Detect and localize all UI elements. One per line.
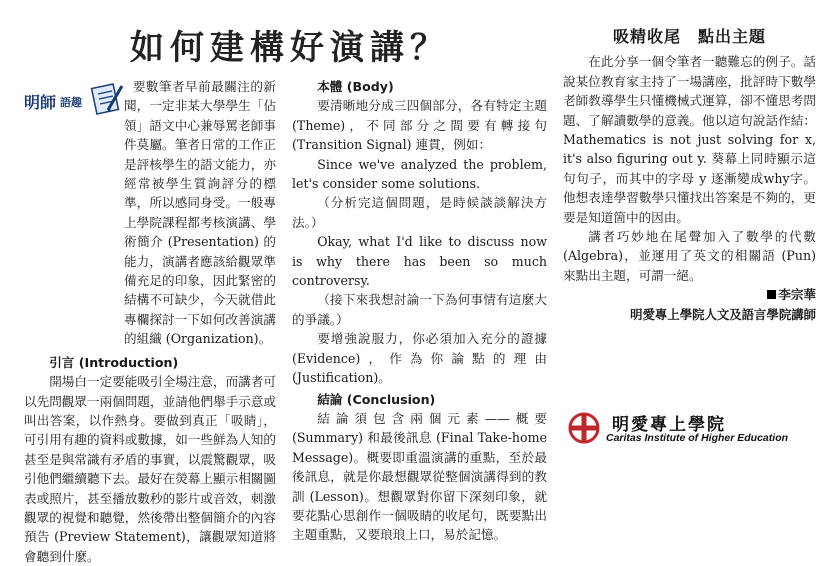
body-text: 要清晰地分成三四個部分，各有特定主題 (Theme)，不同部分之間要有轉接句 (Transition Signal) 連貫，例如：: [292, 98, 547, 153]
column-2: [292, 77, 547, 545]
column-3: [563, 19, 816, 324]
column-brand-main: 明師: [24, 93, 57, 112]
intro-heading: 引言 (Introduction): [49, 354, 179, 370]
example-2-zh: （接下來我想討論一下為何事情有這麼大的爭議。）: [292, 292, 547, 327]
author-line: [563, 285, 816, 304]
square-bullet-icon: [767, 290, 776, 299]
article-title: 如何建構好演講？: [130, 28, 450, 68]
example-1-en: Since we've analyzed the problem, let's consider some solutions.: [292, 156, 547, 192]
conclusion-text: 結論須包含兩個元素——概要 (Summary) 和最後訊息 (Final Take-home Message)。概要即重溫演講的重點，至於最後訊息，就是你最想觀眾從整個演講得到的教訓 (Lesson)。想觀眾對你留下深刻印象，就要花點心思創作一個吸睛的收尾句，既要點出主題重點，又要琅琅上口，易於記憶。: [292, 410, 547, 543]
pen-and-paper-icon: [88, 80, 124, 116]
intro-paragraph: 要數筆者早前最關注的新聞，一定非某大學學生「佔領」語文中心兼辱罵老師事件莫屬。筆者日常的工作正是評核學生的語文能力，亦經常被學生質詢評分的標準，所以感同身受。一般專上學院課程都考核演講、學術簡介 (Presentation) 的能力，演講者應該給觀眾準備充足的印象，因此緊密的結構不可缺少，今天就借此專欄探討一下如何改善演講的組織 (Organization)。: [124, 79, 276, 347]
column-1: [24, 77, 276, 566]
example-2-en: Okay, what I'd like to discuss now is why there has been so much controversy.: [292, 234, 547, 289]
column-brand: [24, 80, 124, 118]
caritas-cross-icon: [566, 410, 602, 446]
intro-text: 開場白一定要能吸引全場注意，而講者可以先問觀眾一兩個問題，並請他們舉手示意或叫出答案，以作熱身。要做到真正「吸睛」，可引用有趣的資料或數據，如一些鮮為人知的甚至是與常識有矛盾的事實，以震驚觀眾，吸引他們繼續聽下去。最好在熒幕上顯示相關圖表或照片，甚至播放數秒的影片或音效，刺激觀眾的視覺和聽覺，然後帶出整個簡介的內容預告 (Preview Statement)，讓觀眾知道將會聽到什麼。: [24, 374, 276, 564]
author-affiliation: 明愛專上學院人文及語言學院講師: [630, 306, 816, 322]
column-brand-sub: 語趣: [60, 96, 82, 109]
institute-logo: [566, 408, 816, 448]
logo-chinese-name: 明愛專上學院: [612, 415, 726, 435]
story-text: 在此分享一個令筆者一聽難忘的例子。話說某位教育家主持了一場講座，批評時下數學老師教導學生只懂機械式運算，卻不懂思考問題、了解讀數學的意義。他以這句說話作結：Mathematics is not just solving for x, it's also figuring out y. 葵幕上同時顯示這句句子，而其中的字母 y 逐漸變成why字。他想表達學習數學只懂找出答案是不夠的，更要是知道箇中的因由。: [563, 54, 816, 225]
author-name: 李宗華: [778, 287, 816, 303]
logo-english-name: Caritas Institute of Higher Education: [606, 432, 789, 444]
closing-text: 講者巧妙地在尾聲加入了數學的代數 (Algebra)，並運用了英文的相關語 (Pun) 來點出主題，可謂一絕。: [563, 229, 816, 283]
subheading: 吸精收尾 點出主題: [612, 27, 766, 46]
conclusion-heading: 結論 (Conclusion): [317, 391, 436, 407]
evidence-text: 要增強說服力，你必須加入充分的證據 (Evidence)，作為你論點的理由 (Justification)。: [292, 331, 547, 386]
example-1-zh: （分析完這個問題，是時候談談解決方法。）: [292, 195, 547, 230]
body-heading: 本體 (Body): [317, 79, 394, 94]
